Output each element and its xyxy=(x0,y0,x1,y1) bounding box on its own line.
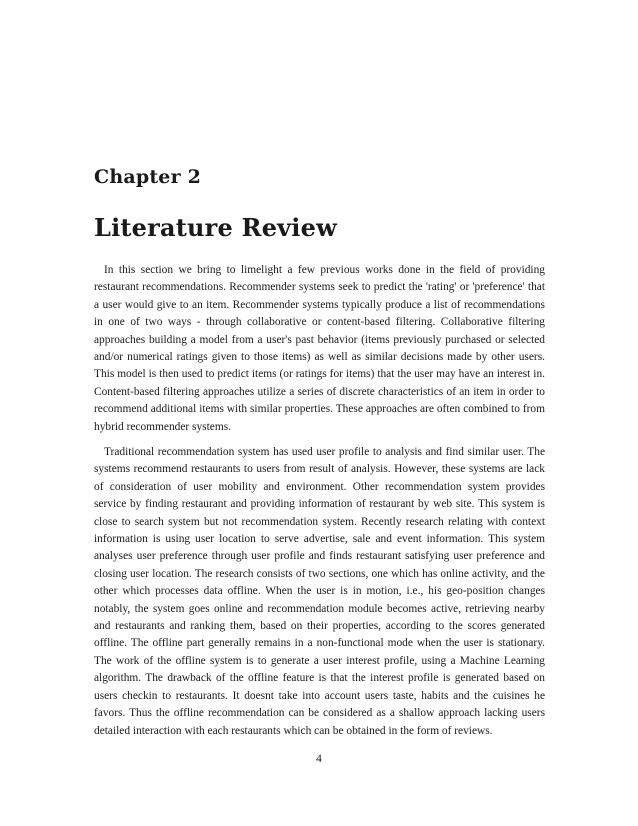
body-paragraph-2: Traditional recommendation system has used user profile to analysis and find similar user. The systems recommend restaurants to users from result of analysis. However, these systems are lack of consideration of user mobility and environment. Other recommendation system provides service by finding restaurant and providing information of restaurant by web site. This system is close to search system but not recommendation system. Recently research relating with context information is using user location to serve advertise, sale and event information. This system analyses user preference through user profile and finds restaurant satisfying user preference and closing user location. The research consists of two sections, one which has online activity, and the other which processes data offline. When the user is in motion, i.e., his geo-position changes notably, the system goes online and recommendation module becomes active, retrieving nearby and restaurants and ranking them, based on their properties, according to the scores generated offline. The offline part generally remains in a non-functional mode when the user is stationary. The work of the offline system is to generate a user interest profile, using a Machine Learning algorithm. The drawback of the offline feature is that the interest profile is generated based on users checkin to restaurants. It doesnt take into account users taste, habits and the cuisines he favors. Thus the offline recommendation can be considered as a shallow approach lacking users detailed interaction with each restaurants which can be obtained in the form of reviews. xyxy=(94,446,545,737)
chapter-title: Literature Review xyxy=(94,213,337,242)
body-paragraph-1: In this section we bring to limelight a few previous works done in the field of providing restaurant recommendations. Recommender systems seek to predict the 'rating' or 'preference' that a user would give to an item. Recommender systems typically produce a list of recommendations in one of two ways - through collaborative or content-based filtering. Collaborative filtering approaches building a model from a user's past behavior (items previously purchased or selected and/or numerical ratings given to those items) as well as similar decisions made by other users. This model is then used to predict items (or ratings for items) that the user may have an interest in. Content-based filtering approaches utilize a series of discrete characteristics of an item in order to recommend additional items with similar properties. These approaches are often combined to from hybrid recommender systems. xyxy=(94,264,545,433)
page-number: 4 xyxy=(316,753,322,765)
chapter-label: Chapter 2 xyxy=(94,166,202,188)
